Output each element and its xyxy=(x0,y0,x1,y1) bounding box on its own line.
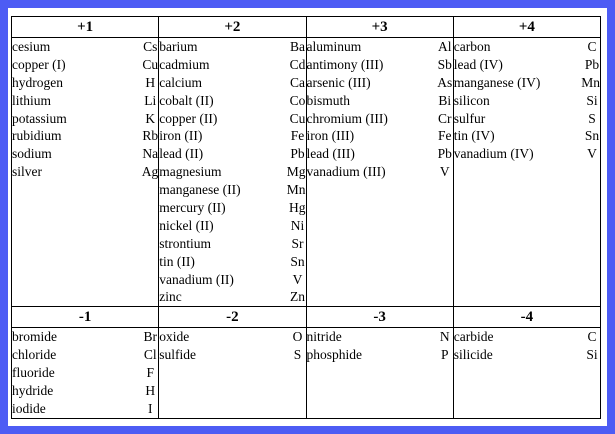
ion-symbol: Pb xyxy=(290,146,305,162)
ion-name: manganese (II) xyxy=(159,182,241,198)
ion-entry xyxy=(159,181,305,199)
ion-name: arsenic (III) xyxy=(306,74,371,90)
cation-body-row xyxy=(12,38,601,307)
ion-name: iodide xyxy=(12,401,46,417)
ion-name: nitride xyxy=(306,329,342,345)
ion-entry xyxy=(12,364,158,382)
ion-name: phosphide xyxy=(306,347,362,363)
charge-header: -2 xyxy=(159,307,306,328)
ion-name: copper (II) xyxy=(159,110,218,126)
ion-entry xyxy=(12,110,158,128)
charge-header: +4 xyxy=(453,17,600,38)
ion-name: vanadium (II) xyxy=(159,271,234,287)
ion-name: potassium xyxy=(12,110,67,126)
ion-symbol: Br xyxy=(143,329,157,345)
ion-entry xyxy=(12,400,158,418)
ion-name: sodium xyxy=(12,146,52,162)
ion-entry xyxy=(307,328,453,346)
ion-name: lead (III) xyxy=(306,146,355,162)
ion-symbol: Ni xyxy=(290,217,305,233)
ion-symbol: H xyxy=(145,383,156,399)
ion-symbol: Si xyxy=(586,92,598,108)
ion-entry xyxy=(159,199,305,217)
ion-entry xyxy=(307,56,453,74)
ion-symbol: Sn xyxy=(290,253,305,269)
ion-name: aluminum xyxy=(306,39,362,54)
charge-header: -4 xyxy=(453,307,600,328)
ion-symbol: Al xyxy=(438,39,452,54)
ion-name: cesium xyxy=(12,39,51,54)
ion-name: iron (III) xyxy=(306,128,355,144)
ion-symbol: Rb xyxy=(142,128,159,144)
ion-entry xyxy=(159,288,305,306)
ion-entry xyxy=(307,38,453,56)
ion-symbol: Cu xyxy=(142,56,159,72)
ion-name: carbon xyxy=(453,39,491,54)
ion-name: nickel (II) xyxy=(159,217,214,233)
ion-entry xyxy=(159,235,305,253)
ion-symbol: N xyxy=(439,329,450,345)
ion-name: oxide xyxy=(159,329,190,345)
ion-symbol: Sn xyxy=(584,128,600,144)
ion-symbol: K xyxy=(145,110,156,126)
ion-entry xyxy=(12,346,158,364)
ion-entry xyxy=(12,328,158,346)
ion-group-cell xyxy=(306,38,453,307)
ion-symbol: Pb xyxy=(584,56,600,72)
ion-entry xyxy=(159,271,305,289)
ion-name: chloride xyxy=(12,347,57,363)
ion-entry xyxy=(12,382,158,400)
ion-symbol: C xyxy=(587,39,597,54)
ion-entry xyxy=(307,145,453,163)
ion-name: fluoride xyxy=(12,365,55,381)
ion-symbol: Cu xyxy=(289,110,306,126)
ion-symbol: V xyxy=(587,146,597,162)
ion-entry xyxy=(159,56,305,74)
ion-entry xyxy=(12,38,158,56)
ion-name: silicide xyxy=(453,347,493,363)
ion-symbol: Cs xyxy=(143,39,158,54)
ion-symbol: Cr xyxy=(438,110,452,126)
ion-entry xyxy=(12,92,158,110)
ion-symbol: Zn xyxy=(290,289,305,305)
ion-entry xyxy=(159,145,305,163)
charge-header: -3 xyxy=(306,307,453,328)
ion-name: iron (II) xyxy=(159,128,203,144)
ion-group-cell xyxy=(12,328,159,419)
ion-name: magnesium xyxy=(159,164,222,180)
ion-entry xyxy=(454,92,600,110)
ion-name: silicon xyxy=(453,92,490,108)
ion-symbol: Mg xyxy=(286,164,306,180)
ion-symbol: S xyxy=(293,347,302,363)
ion-entry xyxy=(454,74,600,92)
ion-name: hydrogen xyxy=(12,74,63,90)
ion-entry xyxy=(454,56,600,74)
ion-symbol: Ca xyxy=(290,74,305,90)
ion-entry xyxy=(159,127,305,145)
ion-entry xyxy=(159,217,305,235)
ion-symbol: As xyxy=(437,74,453,90)
ion-symbol: O xyxy=(292,329,303,345)
ion-entry xyxy=(159,74,305,92)
ion-chart-frame xyxy=(8,8,607,426)
ion-name: calcium xyxy=(159,74,202,90)
ion-entry xyxy=(12,56,158,74)
anion-header-row xyxy=(12,307,601,328)
ion-symbol: P xyxy=(440,347,449,363)
ion-name: strontium xyxy=(159,235,212,251)
ion-symbol: Sb xyxy=(437,56,452,72)
ion-name: copper (I) xyxy=(12,56,66,72)
ion-symbol: V xyxy=(439,164,450,180)
ion-symbol: Fe xyxy=(438,128,452,144)
ion-name: vanadium (IV) xyxy=(453,146,534,162)
ion-name: rubidium xyxy=(12,128,62,144)
ion-entry xyxy=(454,110,600,128)
ion-entry xyxy=(307,346,453,364)
ion-symbol: S xyxy=(588,110,596,126)
ion-name: barium xyxy=(159,39,198,54)
ion-entry xyxy=(307,74,453,92)
ion-symbol: F xyxy=(146,365,154,381)
ion-name: cadmium xyxy=(159,56,210,72)
ion-name: carbide xyxy=(453,329,494,345)
ion-group-cell xyxy=(453,328,600,419)
ion-entry xyxy=(454,38,600,56)
ion-entry xyxy=(159,38,305,56)
charge-header: +1 xyxy=(12,17,159,38)
ion-entry xyxy=(159,92,305,110)
ion-symbol: C xyxy=(587,329,597,345)
ion-symbol: Fe xyxy=(290,128,305,144)
ion-name: sulfur xyxy=(453,110,486,126)
ion-entry xyxy=(159,328,305,346)
ion-entry xyxy=(12,74,158,92)
ion-symbol: Bi xyxy=(438,92,452,108)
ion-name: lithium xyxy=(12,92,52,108)
charge-header: -1 xyxy=(12,307,159,328)
charge-header: +2 xyxy=(159,17,306,38)
ion-entry xyxy=(454,346,600,364)
ion-group-cell xyxy=(159,38,306,307)
ion-entry xyxy=(159,346,305,364)
ion-entry xyxy=(159,110,305,128)
ion-symbol: Hg xyxy=(289,200,306,216)
ion-symbol: Co xyxy=(289,92,306,108)
ion-name: antimony (III) xyxy=(306,56,384,72)
ion-name: lead (IV) xyxy=(453,56,503,72)
ion-entry xyxy=(12,163,158,181)
ion-name: hydride xyxy=(12,383,54,399)
ion-entry xyxy=(12,127,158,145)
ion-entry xyxy=(307,110,453,128)
ion-symbol: Ag xyxy=(141,164,159,180)
ion-entry xyxy=(454,127,600,145)
ion-name: manganese (IV) xyxy=(453,74,541,90)
ion-entry xyxy=(307,127,453,145)
ion-symbol: Cd xyxy=(289,56,306,72)
ion-symbol: Si xyxy=(586,347,598,363)
ion-name: bismuth xyxy=(306,92,351,108)
ion-symbol: Na xyxy=(142,146,159,162)
ion-entry xyxy=(159,253,305,271)
ion-symbol: I xyxy=(148,401,153,417)
cation-header-row xyxy=(12,17,601,38)
ion-name: lead (II) xyxy=(159,146,204,162)
ion-entry xyxy=(454,145,600,163)
ion-name: zinc xyxy=(159,289,182,305)
ion-symbol: Mn xyxy=(286,182,306,198)
ion-symbol: Mn xyxy=(581,74,600,90)
ion-name: vanadium (III) xyxy=(306,164,386,180)
ion-symbol: Li xyxy=(144,92,157,108)
ion-name: tin (IV) xyxy=(453,128,495,144)
ion-name: sulfide xyxy=(159,347,196,363)
charge-header: +3 xyxy=(306,17,453,38)
ion-name: silver xyxy=(12,164,42,180)
ion-entry xyxy=(307,163,453,181)
ion-entry xyxy=(159,163,305,181)
ion-name: bromide xyxy=(12,329,57,345)
ion-group-cell xyxy=(12,38,159,307)
ion-symbol: Pb xyxy=(437,146,452,162)
ion-group-cell xyxy=(306,328,453,419)
ion-group-cell xyxy=(159,328,306,419)
ion-name: chromium (III) xyxy=(306,110,388,126)
ion-group-cell xyxy=(453,38,600,307)
ion-symbol: V xyxy=(292,271,303,287)
ion-symbol: Sr xyxy=(291,235,304,251)
anion-body-row xyxy=(12,328,601,419)
ion-symbol: H xyxy=(145,74,156,90)
ion-symbol: Cl xyxy=(143,347,157,363)
ion-name: mercury (II) xyxy=(159,200,226,216)
ion-entry xyxy=(12,145,158,163)
ion-charge-table xyxy=(11,16,601,419)
ion-symbol: Ba xyxy=(290,39,305,54)
ion-entry xyxy=(454,328,600,346)
ion-entry xyxy=(307,92,453,110)
ion-name: tin (II) xyxy=(159,253,195,269)
ion-name: cobalt (II) xyxy=(159,92,214,108)
